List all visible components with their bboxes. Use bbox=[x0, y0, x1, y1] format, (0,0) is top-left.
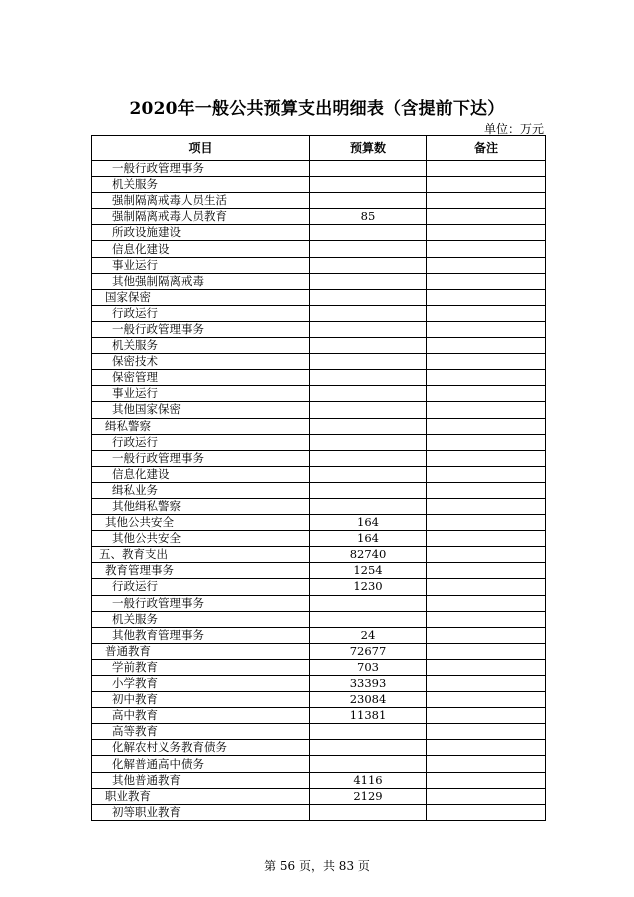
row-budget-value bbox=[310, 804, 427, 820]
table-row bbox=[92, 338, 546, 354]
row-budget-value bbox=[310, 756, 427, 772]
row-item-name: 所政设施建设 bbox=[92, 225, 310, 241]
table-row bbox=[92, 692, 546, 708]
row-item-name: 五、教育支出 bbox=[92, 547, 310, 563]
row-budget-value bbox=[310, 305, 427, 321]
row-budget-value bbox=[310, 225, 427, 241]
row-budget-value: 1230 bbox=[310, 579, 427, 595]
table-row bbox=[92, 482, 546, 498]
row-note bbox=[427, 402, 546, 418]
row-budget-value bbox=[310, 273, 427, 289]
row-budget-value bbox=[310, 177, 427, 193]
row-note bbox=[427, 708, 546, 724]
row-budget-value: 164 bbox=[310, 531, 427, 547]
row-budget-value bbox=[310, 740, 427, 756]
row-item-name: 其他公共安全 bbox=[92, 515, 310, 531]
row-item-name: 小学教育 bbox=[92, 676, 310, 692]
table-row bbox=[92, 724, 546, 740]
table-row bbox=[92, 627, 546, 643]
table-row bbox=[92, 241, 546, 257]
row-note bbox=[427, 434, 546, 450]
row-budget-value bbox=[310, 402, 427, 418]
row-item-name: 学前教育 bbox=[92, 659, 310, 675]
row-budget-value: 2129 bbox=[310, 788, 427, 804]
row-budget-value bbox=[310, 450, 427, 466]
table-row bbox=[92, 402, 546, 418]
row-item-name: 保密管理 bbox=[92, 370, 310, 386]
row-budget-value: 1254 bbox=[310, 563, 427, 579]
table-row bbox=[92, 579, 546, 595]
table-row bbox=[92, 321, 546, 337]
row-budget-value bbox=[310, 386, 427, 402]
row-item-name: 行政运行 bbox=[92, 305, 310, 321]
row-note bbox=[427, 370, 546, 386]
table-row bbox=[92, 177, 546, 193]
row-item-name: 高中教育 bbox=[92, 708, 310, 724]
row-item-name: 缉私警察 bbox=[92, 418, 310, 434]
row-note bbox=[427, 531, 546, 547]
table-row bbox=[92, 676, 546, 692]
row-budget-value: 24 bbox=[310, 627, 427, 643]
budget-table bbox=[91, 135, 546, 821]
row-item-name: 强制隔离戒毒人员生活 bbox=[92, 193, 310, 209]
row-note bbox=[427, 305, 546, 321]
table-row bbox=[92, 563, 546, 579]
row-budget-value bbox=[310, 724, 427, 740]
row-budget-value bbox=[310, 418, 427, 434]
row-budget-value bbox=[310, 498, 427, 514]
row-note bbox=[427, 161, 546, 177]
table-row bbox=[92, 531, 546, 547]
table-row bbox=[92, 772, 546, 788]
row-item-name: 其他普通教育 bbox=[92, 772, 310, 788]
row-budget-value bbox=[310, 611, 427, 627]
row-note bbox=[427, 338, 546, 354]
row-budget-value bbox=[310, 257, 427, 273]
row-note bbox=[427, 643, 546, 659]
table-row bbox=[92, 595, 546, 611]
row-budget-value: 23084 bbox=[310, 692, 427, 708]
row-item-name: 高等教育 bbox=[92, 724, 310, 740]
table-row bbox=[92, 788, 546, 804]
row-note bbox=[427, 241, 546, 257]
row-item-name: 机关服务 bbox=[92, 611, 310, 627]
row-budget-value: 703 bbox=[310, 659, 427, 675]
row-item-name: 保密技术 bbox=[92, 354, 310, 370]
row-note bbox=[427, 193, 546, 209]
row-budget-value bbox=[310, 161, 427, 177]
row-note bbox=[427, 209, 546, 225]
row-item-name: 其他缉私警察 bbox=[92, 498, 310, 514]
row-note bbox=[427, 289, 546, 305]
row-note bbox=[427, 611, 546, 627]
table-row bbox=[92, 611, 546, 627]
row-item-name: 一般行政管理事务 bbox=[92, 321, 310, 337]
row-budget-value bbox=[310, 482, 427, 498]
row-note bbox=[427, 482, 546, 498]
row-budget-value bbox=[310, 321, 427, 337]
table-row bbox=[92, 740, 546, 756]
row-budget-value: 72677 bbox=[310, 643, 427, 659]
row-budget-value bbox=[310, 370, 427, 386]
unit-label: 单位：万元 bbox=[483, 122, 544, 136]
table-row bbox=[92, 161, 546, 177]
page-title: 2020年一般公共预算支出明细表（含提前下达） bbox=[129, 99, 505, 119]
row-budget-value: 164 bbox=[310, 515, 427, 531]
table-row bbox=[92, 659, 546, 675]
table-row bbox=[92, 370, 546, 386]
row-note bbox=[427, 579, 546, 595]
table-row bbox=[92, 434, 546, 450]
row-budget-value bbox=[310, 241, 427, 257]
page-footer: 第 56 页，共 83 页 bbox=[264, 859, 370, 873]
table-row bbox=[92, 289, 546, 305]
row-item-name: 化解普通高中债务 bbox=[92, 756, 310, 772]
row-item-name: 职业教育 bbox=[92, 788, 310, 804]
row-budget-value bbox=[310, 595, 427, 611]
row-item-name: 信息化建设 bbox=[92, 241, 310, 257]
row-item-name: 行政运行 bbox=[92, 579, 310, 595]
table-row bbox=[92, 273, 546, 289]
row-budget-value bbox=[310, 354, 427, 370]
header-item: 项目 bbox=[92, 136, 310, 161]
row-budget-value: 85 bbox=[310, 209, 427, 225]
row-note bbox=[427, 659, 546, 675]
table-row bbox=[92, 386, 546, 402]
header-budget: 预算数 bbox=[310, 136, 427, 161]
table-row bbox=[92, 305, 546, 321]
row-note bbox=[427, 515, 546, 531]
row-note bbox=[427, 692, 546, 708]
row-note bbox=[427, 321, 546, 337]
row-note bbox=[427, 547, 546, 563]
row-note bbox=[427, 418, 546, 434]
header-note: 备注 bbox=[427, 136, 546, 161]
table-row bbox=[92, 643, 546, 659]
row-budget-value bbox=[310, 338, 427, 354]
row-item-name: 机关服务 bbox=[92, 177, 310, 193]
table-header-row bbox=[92, 136, 546, 161]
row-item-name: 一般行政管理事务 bbox=[92, 595, 310, 611]
row-item-name: 普通教育 bbox=[92, 643, 310, 659]
row-budget-value bbox=[310, 193, 427, 209]
row-item-name: 其他教育管理事务 bbox=[92, 627, 310, 643]
row-item-name: 其他强制隔离戒毒 bbox=[92, 273, 310, 289]
table-row bbox=[92, 257, 546, 273]
row-note bbox=[427, 724, 546, 740]
row-note bbox=[427, 257, 546, 273]
row-item-name: 事业运行 bbox=[92, 257, 310, 273]
row-item-name: 机关服务 bbox=[92, 338, 310, 354]
row-note bbox=[427, 386, 546, 402]
table-row bbox=[92, 209, 546, 225]
row-note bbox=[427, 563, 546, 579]
row-item-name: 行政运行 bbox=[92, 434, 310, 450]
row-note bbox=[427, 225, 546, 241]
row-note bbox=[427, 804, 546, 820]
table-row bbox=[92, 804, 546, 820]
row-note bbox=[427, 676, 546, 692]
table-row bbox=[92, 418, 546, 434]
row-budget-value: 82740 bbox=[310, 547, 427, 563]
row-note bbox=[427, 788, 546, 804]
row-item-name: 信息化建设 bbox=[92, 466, 310, 482]
table-row bbox=[92, 225, 546, 241]
row-note bbox=[427, 354, 546, 370]
row-item-name: 其他公共安全 bbox=[92, 531, 310, 547]
row-item-name: 国家保密 bbox=[92, 289, 310, 305]
row-item-name: 一般行政管理事务 bbox=[92, 450, 310, 466]
row-item-name: 缉私业务 bbox=[92, 482, 310, 498]
row-item-name: 强制隔离戒毒人员教育 bbox=[92, 209, 310, 225]
table-row bbox=[92, 547, 546, 563]
table-row bbox=[92, 466, 546, 482]
row-budget-value: 33393 bbox=[310, 676, 427, 692]
row-note bbox=[427, 177, 546, 193]
row-note bbox=[427, 273, 546, 289]
table-row bbox=[92, 498, 546, 514]
row-budget-value: 4116 bbox=[310, 772, 427, 788]
row-budget-value bbox=[310, 289, 427, 305]
row-item-name: 其他国家保密 bbox=[92, 402, 310, 418]
row-item-name: 初中教育 bbox=[92, 692, 310, 708]
table-row bbox=[92, 354, 546, 370]
row-note bbox=[427, 466, 546, 482]
table-row bbox=[92, 193, 546, 209]
row-item-name: 化解农村义务教育债务 bbox=[92, 740, 310, 756]
table-row bbox=[92, 450, 546, 466]
row-budget-value bbox=[310, 434, 427, 450]
row-budget-value bbox=[310, 466, 427, 482]
row-note bbox=[427, 595, 546, 611]
row-budget-value: 11381 bbox=[310, 708, 427, 724]
table-row bbox=[92, 515, 546, 531]
row-note bbox=[427, 772, 546, 788]
row-note bbox=[427, 627, 546, 643]
row-item-name: 事业运行 bbox=[92, 386, 310, 402]
row-note bbox=[427, 498, 546, 514]
row-note bbox=[427, 756, 546, 772]
table-row bbox=[92, 708, 546, 724]
row-note bbox=[427, 740, 546, 756]
row-note bbox=[427, 450, 546, 466]
row-item-name: 初等职业教育 bbox=[92, 804, 310, 820]
row-item-name: 教育管理事务 bbox=[92, 563, 310, 579]
table-row bbox=[92, 756, 546, 772]
row-item-name: 一般行政管理事务 bbox=[92, 161, 310, 177]
